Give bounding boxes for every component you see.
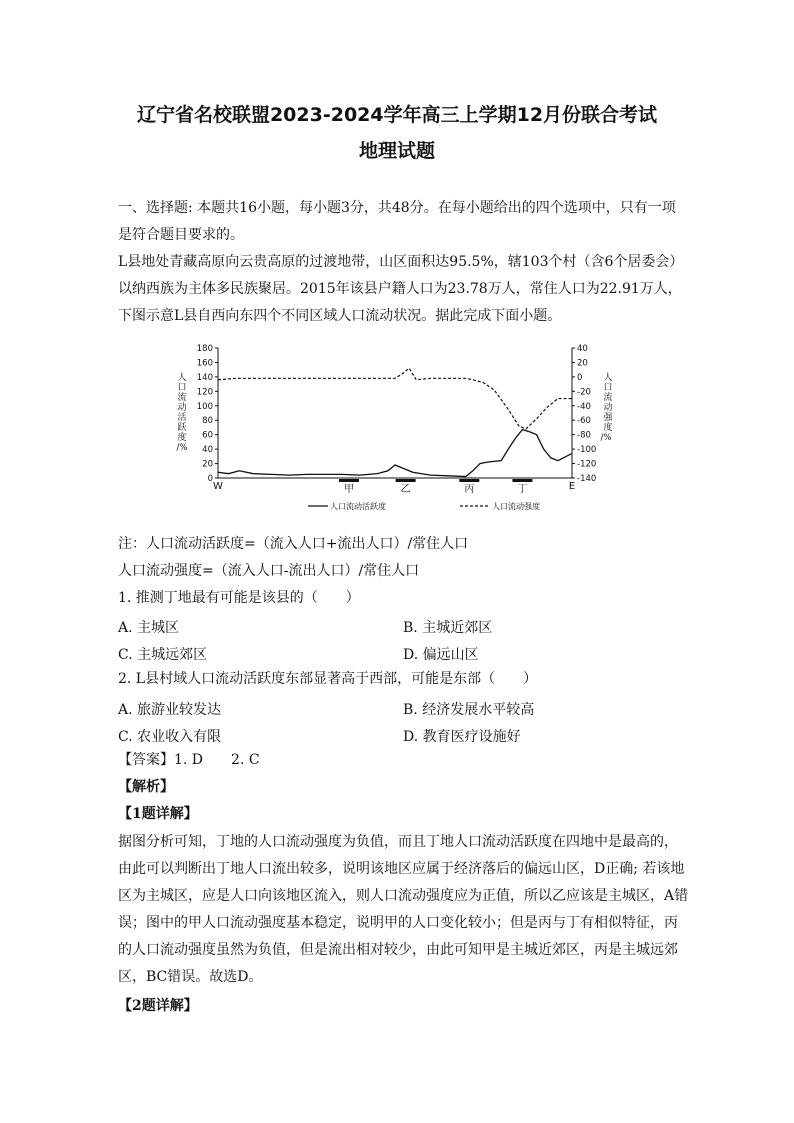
region-bar-3	[512, 479, 532, 482]
legend-activity-label: 人口流动活跃度	[330, 502, 386, 511]
material-paragraph: L县地处青藏高原向云贵高原的过渡地带，山区面积达95.5%，辖103个村（含6个居委会）以纳西族为主体多民族聚居。2015年该县户籍人口为23.78万人，常住人口为22.91万人，下图示意L县自西向东四个不同区域人口流动状况。据此完成下面小题。	[118, 254, 684, 324]
population-flow-chart	[170, 340, 613, 520]
right-tick-label: -80	[577, 430, 591, 441]
left-axis-label: 跃	[177, 423, 187, 433]
right-tick-label: 20	[577, 358, 588, 369]
section-intro: 一、选择题: 本题共16小题，每小题3分，共48分。在每小题给出的四个选项中，只有一项是符合题目要求的。	[118, 200, 676, 243]
q2-option-d: D. 教育医疗设施好	[403, 729, 521, 745]
note-intensity: 人口流动强度=（流入人口-流出人口）/常住人口	[118, 563, 420, 579]
right-tick-label: -100	[577, 445, 597, 456]
right-axis-label: 口	[603, 383, 613, 393]
left-tick-label: 80	[202, 416, 213, 427]
question-2: 2. L县村域人口流动活跃度东部显著高于西部，可能是东部（ ）	[118, 671, 538, 687]
right-tick-label: -120	[577, 459, 597, 470]
right-tick-label: -140	[577, 474, 597, 484]
analysis-label: 【解析】	[118, 779, 174, 795]
right-axis-label: 强	[603, 413, 613, 423]
q1-detail-text: 据图分析可知，丁地的人口流动强度为负值，而且丁地人口流动活跃度在四地中是最高的，由此可以判断出丁地人口流出较多，说明该地区应属于经济落后的偏远山区，D正确; 若该地区为主城区，应是人口向该地区流入，则人口流动强度应为正值，所以乙应该是主城区，A错误；图中的甲人口流动强度基本稳定，说明甲的人口变化较小；但是丙与丁有相似特征，丙的人口流动强度虽然为负值，但是流出相对较少，由此可知甲是主城近郊区，丙是主城远郊区，BC错误。故选D。	[118, 834, 689, 985]
left-tick-label: 40	[202, 445, 213, 456]
right-axis-unit: /%	[600, 433, 612, 443]
right-tick-label: 0	[577, 372, 583, 383]
region-label-0: 甲	[343, 484, 354, 495]
left-axis-unit: /%	[176, 443, 188, 453]
left-tick-label: 100	[196, 401, 213, 412]
right-axis-label: 人	[603, 373, 613, 383]
x-label-east: E	[568, 481, 576, 492]
chart-marks	[218, 368, 572, 511]
q2-option-a: A. 旅游业较发达	[118, 702, 222, 718]
left-axis-label: 人	[177, 373, 187, 383]
question-1: 1. 推测丁地最有可能是该县的（ ）	[118, 590, 360, 606]
left-tick-label: 160	[196, 358, 213, 369]
region-label-3: 丁	[517, 484, 528, 495]
left-tick-label: 20	[202, 459, 213, 470]
chart-svg	[170, 340, 613, 520]
left-axis-label: 度	[177, 433, 187, 443]
document-subtitle: 地理试题	[358, 140, 435, 162]
note-activity: 注：人口流动活跃度=（流入人口+流出人口）/常住人口	[118, 536, 469, 552]
q2-detail-label: 【2题详解】	[118, 998, 198, 1014]
answer-line: 【答案】1. D 2. C	[118, 752, 260, 768]
left-tick-label: 0	[207, 474, 213, 484]
right-tick-label: -60	[577, 416, 591, 427]
left-axis-label: 活	[177, 413, 187, 423]
q1-option-a: A. 主城区	[118, 620, 180, 636]
legend-intensity-label: 人口流动强度	[492, 502, 540, 511]
left-axis-label: 流	[177, 393, 187, 403]
region-bar-0	[339, 479, 359, 482]
left-tick-label: 60	[202, 430, 213, 441]
right-tick-label: -40	[577, 401, 591, 412]
region-bar-2	[459, 479, 479, 482]
left-axis-label: 动	[177, 403, 187, 413]
q1-option-c: C. 主城远郊区	[118, 647, 208, 663]
right-axis-label: 动	[603, 403, 613, 413]
left-tick-label: 140	[196, 372, 213, 383]
q2-option-b: B. 经济发展水平较高	[403, 702, 535, 718]
left-tick-label: 120	[196, 387, 213, 398]
right-axis-label: 度	[603, 423, 613, 433]
q2-option-c: C. 农业收入有限	[118, 729, 222, 745]
x-label-west: W	[213, 481, 223, 492]
series-intensity-line	[218, 368, 572, 429]
right-tick-label: -20	[577, 387, 591, 398]
region-bar-1	[396, 479, 416, 482]
document-title: 辽宁省名校联盟2023-2024学年高三上学期12月份联合考试	[136, 104, 658, 126]
right-tick-label: 40	[577, 344, 588, 354]
region-label-1: 乙	[400, 484, 411, 495]
left-tick-label: 180	[196, 344, 213, 354]
left-axis-label: 口	[177, 383, 187, 393]
series-activity-line	[218, 430, 572, 477]
q1-option-b: B. 主城近郊区	[403, 620, 493, 636]
q1-detail-label: 【1题详解】	[118, 806, 198, 822]
region-label-2: 丙	[464, 484, 475, 495]
chart-axes	[177, 344, 614, 492]
right-axis-label: 流	[603, 393, 613, 403]
q1-option-d: D. 偏远山区	[403, 647, 479, 663]
